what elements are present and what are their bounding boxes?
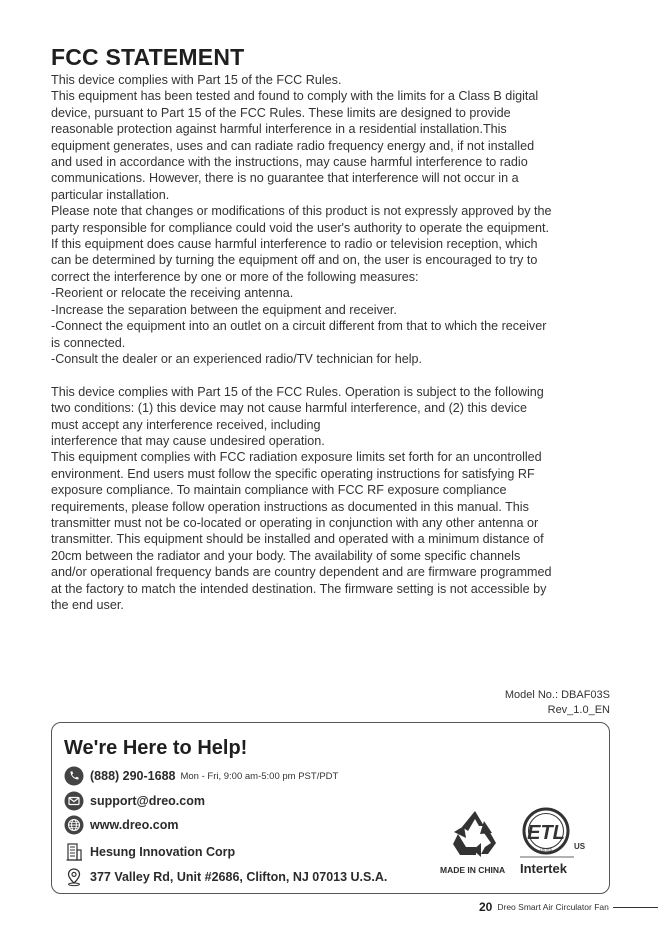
revision: Rev_1.0_EN [547,704,610,716]
body-line: This equipment has been tested and found to comply with the limits for a Class B digital [51,89,539,104]
model-info [505,688,610,718]
body-line: This device complies with Part 15 of the FCC Rules. Operation is subject to the following [51,384,544,399]
company-row [64,842,235,862]
body-line: and used in accordance with the instructions, may cause harmful interference to radio [51,155,528,170]
body-line: is connected. [51,335,126,350]
body-line: the end user. [51,597,124,612]
etl-mark-icon [520,807,584,864]
body-line: interference that may cause undesired operation. [51,433,325,448]
body-line: must accept any interference received, including [51,417,321,432]
body-line: correct the interference by one or more of the following measures: [51,269,419,284]
support-email[interactable]: support@dreo.com [90,794,205,808]
svg-text:US: US [574,842,586,851]
body-line: party responsible for compliance could void the user's authority to operate the equipment. [51,220,550,235]
made-in-china-label: MADE IN CHINA [440,865,506,875]
paragraph-gap [51,367,617,383]
support-hours: Mon - Fri, 9:00 am-5:00 pm PST/PDT [180,770,339,782]
body-line: equipment generates, uses and can radiate radio frequency energy and, if not installed [51,138,535,153]
fcc-statement-body [51,72,617,613]
body-line: -Increase the separation between the equipment and receiver. [51,302,397,317]
phone-number[interactable]: (888) 290-1688 [90,769,176,783]
address: 377 Valley Rd, Unit #2686, Clifton, NJ 07013 U.S.A. [90,870,388,884]
body-line: requirements, please follow operation instructions as documented in this manual. This [51,499,529,514]
body-line: particular installation. [51,187,170,202]
recycle-icon [448,807,502,866]
location-icon [64,867,84,887]
page-footer [479,900,658,914]
model-number: Model No.: DBAF03S [504,689,610,701]
body-line: -Connect the equipment into an outlet on a circuit different from that to which the receiver [51,319,547,334]
building-icon [64,842,84,862]
help-title: We're Here to Help! [64,737,248,759]
body-line: and/or operational frequency bands are country dependent and are firmware programmed [51,565,552,580]
help-box [51,722,610,894]
footer-rule [613,907,658,908]
body-line: environment. End users must follow the specific operating instructions for satisfying RF [51,466,535,481]
body-line: communications. However, there is no guarantee that interference will not occur in a [51,171,519,186]
body-line: transmitter must not be co-located or operating in conjunction with any other antenna or [51,515,539,530]
body-line: exposure compliance. To maintain compliance with FCC RF exposure compliance [51,483,507,498]
email-icon [64,791,84,811]
svg-text:ETL: ETL [527,822,565,844]
address-row [64,867,387,887]
body-line: -Consult the dealer or an experienced radio/TV technician for help. [51,351,423,366]
body-line: This equipment complies with FCC radiation exposure limits set forth for an uncontrolled [51,450,542,465]
body-line: This device complies with Part 15 of the FCC Rules. [51,73,342,87]
phone-row [64,766,338,786]
body-line: device, pursuant to Part 15 of the FCC Rules. These limits are designed to provide [51,105,511,120]
body-line: If this equipment does cause harmful interference to radio or television reception, which [51,237,538,252]
product-name: Dreo Smart Air Circulator Fan [497,902,609,912]
body-line: at the factory to match the intended destination. The firmware setting is not accessible by [51,581,547,596]
body-line: transmitter. This equipment should be installed and operated with a minimum distance of [51,532,544,547]
body-line: reasonable protection against harmful interference in a residential installation.This [51,122,507,137]
body-line: can be determined by turning the equipment off and on, the user is encouraged to try to [51,253,538,268]
svg-text:LISTED: LISTED [539,848,553,852]
page-title: FCC STATEMENT [51,44,245,70]
globe-icon [64,815,84,835]
page-number: 20 [479,900,493,914]
body-line: -Reorient or relocate the receiving antenna. [51,286,294,301]
company-name: Hesung Innovation Corp [90,845,236,859]
website-row [64,815,178,835]
phone-icon [64,766,84,786]
email-row [64,791,205,811]
website-link[interactable]: www.dreo.com [90,818,179,832]
body-line: two conditions: (1) this device may not cause harmful interference, and (2) this device [51,401,527,416]
intertek-label: Intertek [520,861,567,876]
body-line: 20cm between the radiator and your body. The availability of some specific channels [51,548,521,563]
body-line: Please note that changes or modifications of this product is not expressly approved by the [51,204,552,219]
